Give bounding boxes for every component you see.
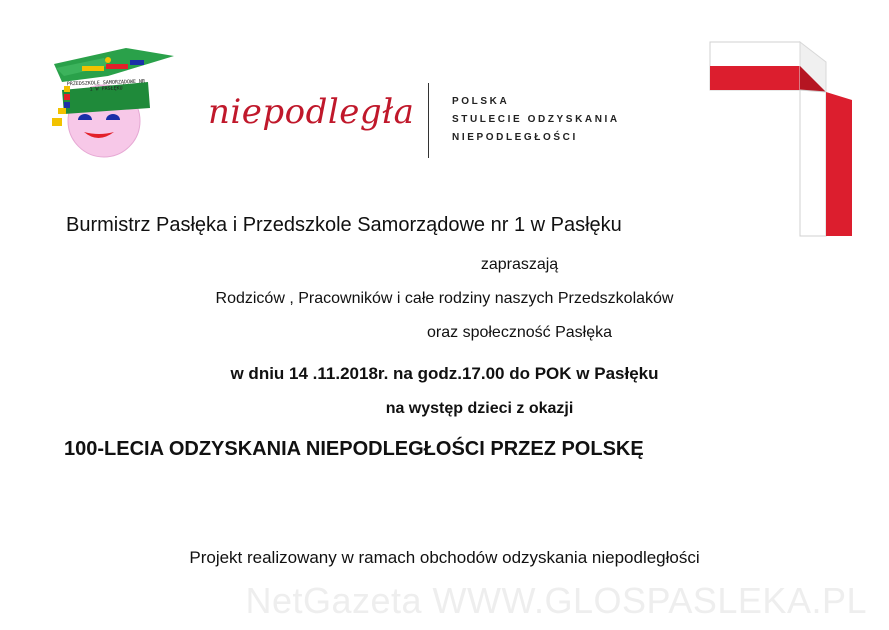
- invite-line: zapraszają: [480, 256, 559, 273]
- community-line: oraz społeczność Pasłęka: [427, 324, 612, 341]
- brand-line-niepodleglosci: NIEPODLEGŁOŚCI: [452, 132, 578, 143]
- watermark: NetGazeta WWW.GLOSPASLEKA.PL: [245, 580, 867, 621]
- headline: 100-LECIA ODZYSKANIA NIEPODLEGŁOŚCI PRZEZ POLSKĘ: [64, 438, 644, 460]
- brand-divider: [428, 83, 429, 158]
- project-line: Projekt realizowany w ramach obchodów odzyskania niepodległości: [189, 548, 700, 567]
- polish-flag-ribbon-icon: [708, 40, 854, 238]
- event-line: na występ dzieci z okazji: [385, 400, 574, 417]
- school-mascot-logo-icon: [44, 46, 176, 158]
- date-time-line: w dniu 14 .11.2018r. na godz.17.00 do POK w Pasłęku: [230, 364, 659, 383]
- brand-line-polska: POLSKA: [452, 96, 510, 107]
- guests-line: Rodziców , Pracowników i całe rodziny naszych Przedszkolaków: [215, 290, 674, 307]
- brand-line-stulecie: STULECIE ODZYSKANIA: [452, 114, 620, 125]
- school-logo-text: PRZEDSZKOLE SAMORZĄDOWE NR 1 W PASŁĘKU: [66, 78, 146, 93]
- niepodlegla-script-logo: niepodległa: [208, 92, 415, 132]
- organizers-line: Burmistrz Pasłęka i Przedszkole Samorządowe nr 1 w Pasłęku: [66, 214, 622, 236]
